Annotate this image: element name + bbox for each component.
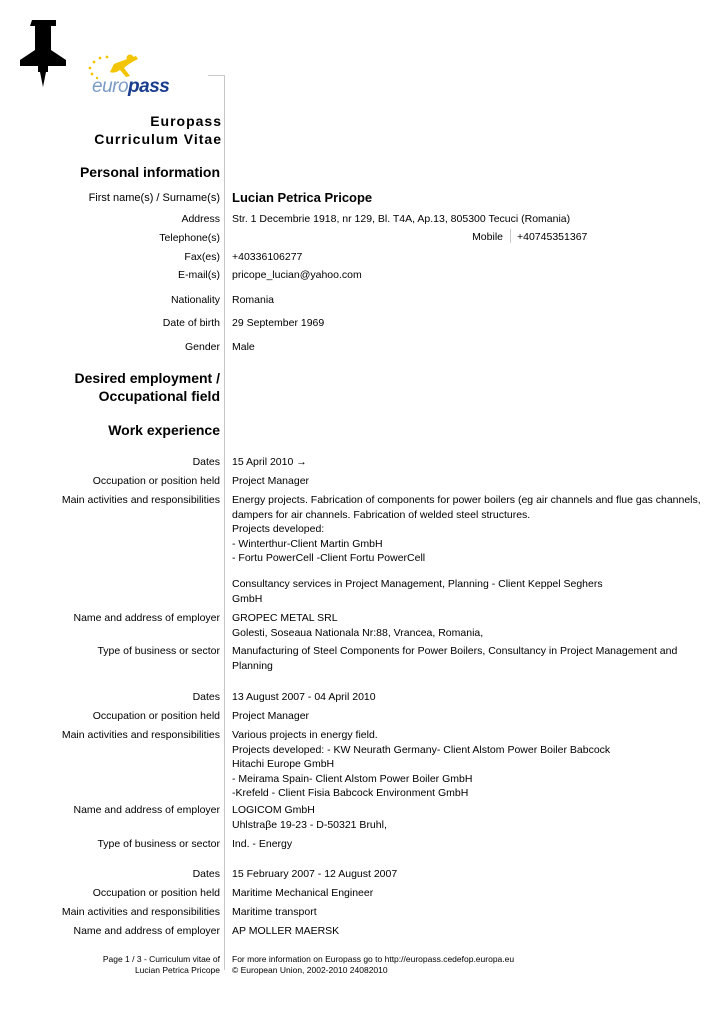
desired-employment-heading-line1: Desired employment / — [74, 370, 220, 386]
job1-dates-label: Dates — [192, 456, 220, 468]
europass-logo: europass — [78, 52, 198, 100]
job1-employer-label: Name and address of employer — [73, 612, 220, 624]
nationality-label: Nationality — [170, 294, 220, 306]
job3-dates-label: Dates — [192, 868, 220, 880]
name-label: First name(s) / Surname(s) — [88, 192, 220, 204]
job3-employer-label: Name and address of employer — [73, 925, 220, 937]
footer-copyright: © European Union, 2002-2010 24082010 — [232, 965, 388, 975]
mobile-value: +40745351367 — [517, 231, 588, 243]
nationality-value: Romania — [232, 294, 275, 306]
gender-label: Gender — [184, 341, 220, 353]
job1-activities-line: Consultancy services in Project Management, Planning - Client Keppel Seghers — [232, 578, 603, 590]
cv-title-line2: Curriculum Vitae — [94, 131, 222, 147]
job3-occupation: Maritime Mechanical Engineer — [232, 887, 374, 899]
job1-business-label: Type of business or sector — [97, 645, 220, 657]
job1-activities-line: Projects developed: — [232, 523, 325, 535]
job1-activities-line: - Winterthur-Client Martin GmbH — [232, 537, 383, 550]
cv-title-line1: Europass — [150, 113, 222, 129]
address-label: Address — [181, 213, 220, 225]
mobile-label: Mobile — [472, 231, 503, 243]
work-experience-heading: Work experience — [108, 422, 220, 438]
job2-activities-line: Hitachi Europe GmbH — [232, 758, 335, 770]
mobile-separator — [510, 229, 511, 243]
job2-activities-line: - Meirama Spain- Client Alstom Power Boiler GmbH — [232, 772, 473, 785]
telephone-label: Telephone(s) — [159, 232, 220, 244]
job2-activities-line: -Krefeld - Client Fisia Babcock Environment GmbH — [232, 787, 469, 799]
job1-dates: 15 April 2010 → — [232, 456, 307, 468]
job2-employer-address: Uhlstraβe 19-23 - D-50321 Bruhl, — [232, 818, 387, 831]
job1-activities-line: - Fortu PowerCell -Client Fortu PowerCell — [232, 552, 426, 564]
full-name: Lucian Petrica Pricope — [232, 190, 373, 205]
job2-activities-line: Projects developed: - KW Neurath Germany- Client Alstom Power Boiler Babcock — [232, 743, 611, 756]
job2-dates: 13 August 2007 - 04 April 2010 — [232, 691, 376, 703]
dob-value: 29 September 1969 — [232, 317, 325, 329]
email-label: E-mail(s) — [178, 269, 220, 281]
column-divider — [224, 75, 225, 970]
personal-info-heading: Personal information — [79, 164, 220, 180]
job1-occupation: Project Manager — [232, 475, 310, 487]
email-value[interactable]: pricope_lucian@yahoo.com — [232, 269, 362, 281]
job1-business-line: Planning — [232, 659, 273, 672]
job2-activities-line: Various projects in energy field. — [232, 729, 378, 741]
job1-activities-line: Energy projects. Fabrication of components for power boilers (eg air channels and flue gas channels, — [232, 494, 701, 506]
job1-employer-address: Golesti, Soseaua Nationala Nr:88, Vrancea, Romania, — [232, 626, 484, 639]
job2-employer-name: LOGICOM GmbH — [232, 804, 315, 816]
job1-activities-label: Main activities and responsibilities — [61, 494, 220, 506]
footer-page-info: Page 1 / 3 - Curriculum vitae of — [102, 954, 220, 964]
job2-employer-label: Name and address of employer — [73, 804, 220, 816]
footer-cv-owner: Lucian Petrica Pricope — [134, 965, 220, 975]
header-rule — [208, 75, 224, 76]
job1-activities-line: GmbH — [232, 592, 263, 605]
job2-occupation-label: Occupation or position held — [92, 710, 220, 722]
job2-activities-label: Main activities and responsibilities — [61, 729, 220, 741]
fax-label: Fax(es) — [184, 251, 220, 263]
fax-value: +40336106277 — [232, 251, 303, 263]
desired-employment-heading-line2: Occupational field — [98, 388, 220, 404]
job3-dates: 15 February 2007 - 12 August 2007 — [232, 868, 398, 880]
address-value: Str. 1 Decembrie 1918, nr 129, Bl. T4A, Ap.13, 805300 Tecuci (Romania) — [232, 213, 571, 225]
dob-label: Date of birth — [162, 317, 220, 329]
job3-occupation-label: Occupation or position held — [92, 887, 220, 899]
job2-business-line: Ind. - Energy — [232, 838, 293, 850]
job1-occupation-label: Occupation or position held — [92, 475, 220, 487]
job3-activities-line: Maritime transport — [232, 906, 317, 918]
job2-occupation: Project Manager — [232, 710, 310, 722]
footer-europass-link[interactable]: For more information on Europass go to http://europass.cedefop.europa.eu — [232, 954, 515, 964]
job1-activities-line: dampers for air channels. Fabrication of welded steel structures. — [232, 508, 531, 521]
gender-value: Male — [232, 341, 255, 353]
job3-activities-label: Main activities and responsibilities — [61, 906, 220, 918]
job1-employer-name: GROPEC METAL SRL — [232, 612, 338, 624]
job2-business-label: Type of business or sector — [97, 838, 220, 850]
job1-business-line: Manufacturing of Steel Components for Power Boilers, Consultancy in Project Management and — [232, 645, 678, 657]
pushpin-icon — [10, 18, 76, 88]
job3-employer-name: AP MOLLER MAERSK — [232, 925, 340, 937]
job2-dates-label: Dates — [192, 691, 220, 703]
